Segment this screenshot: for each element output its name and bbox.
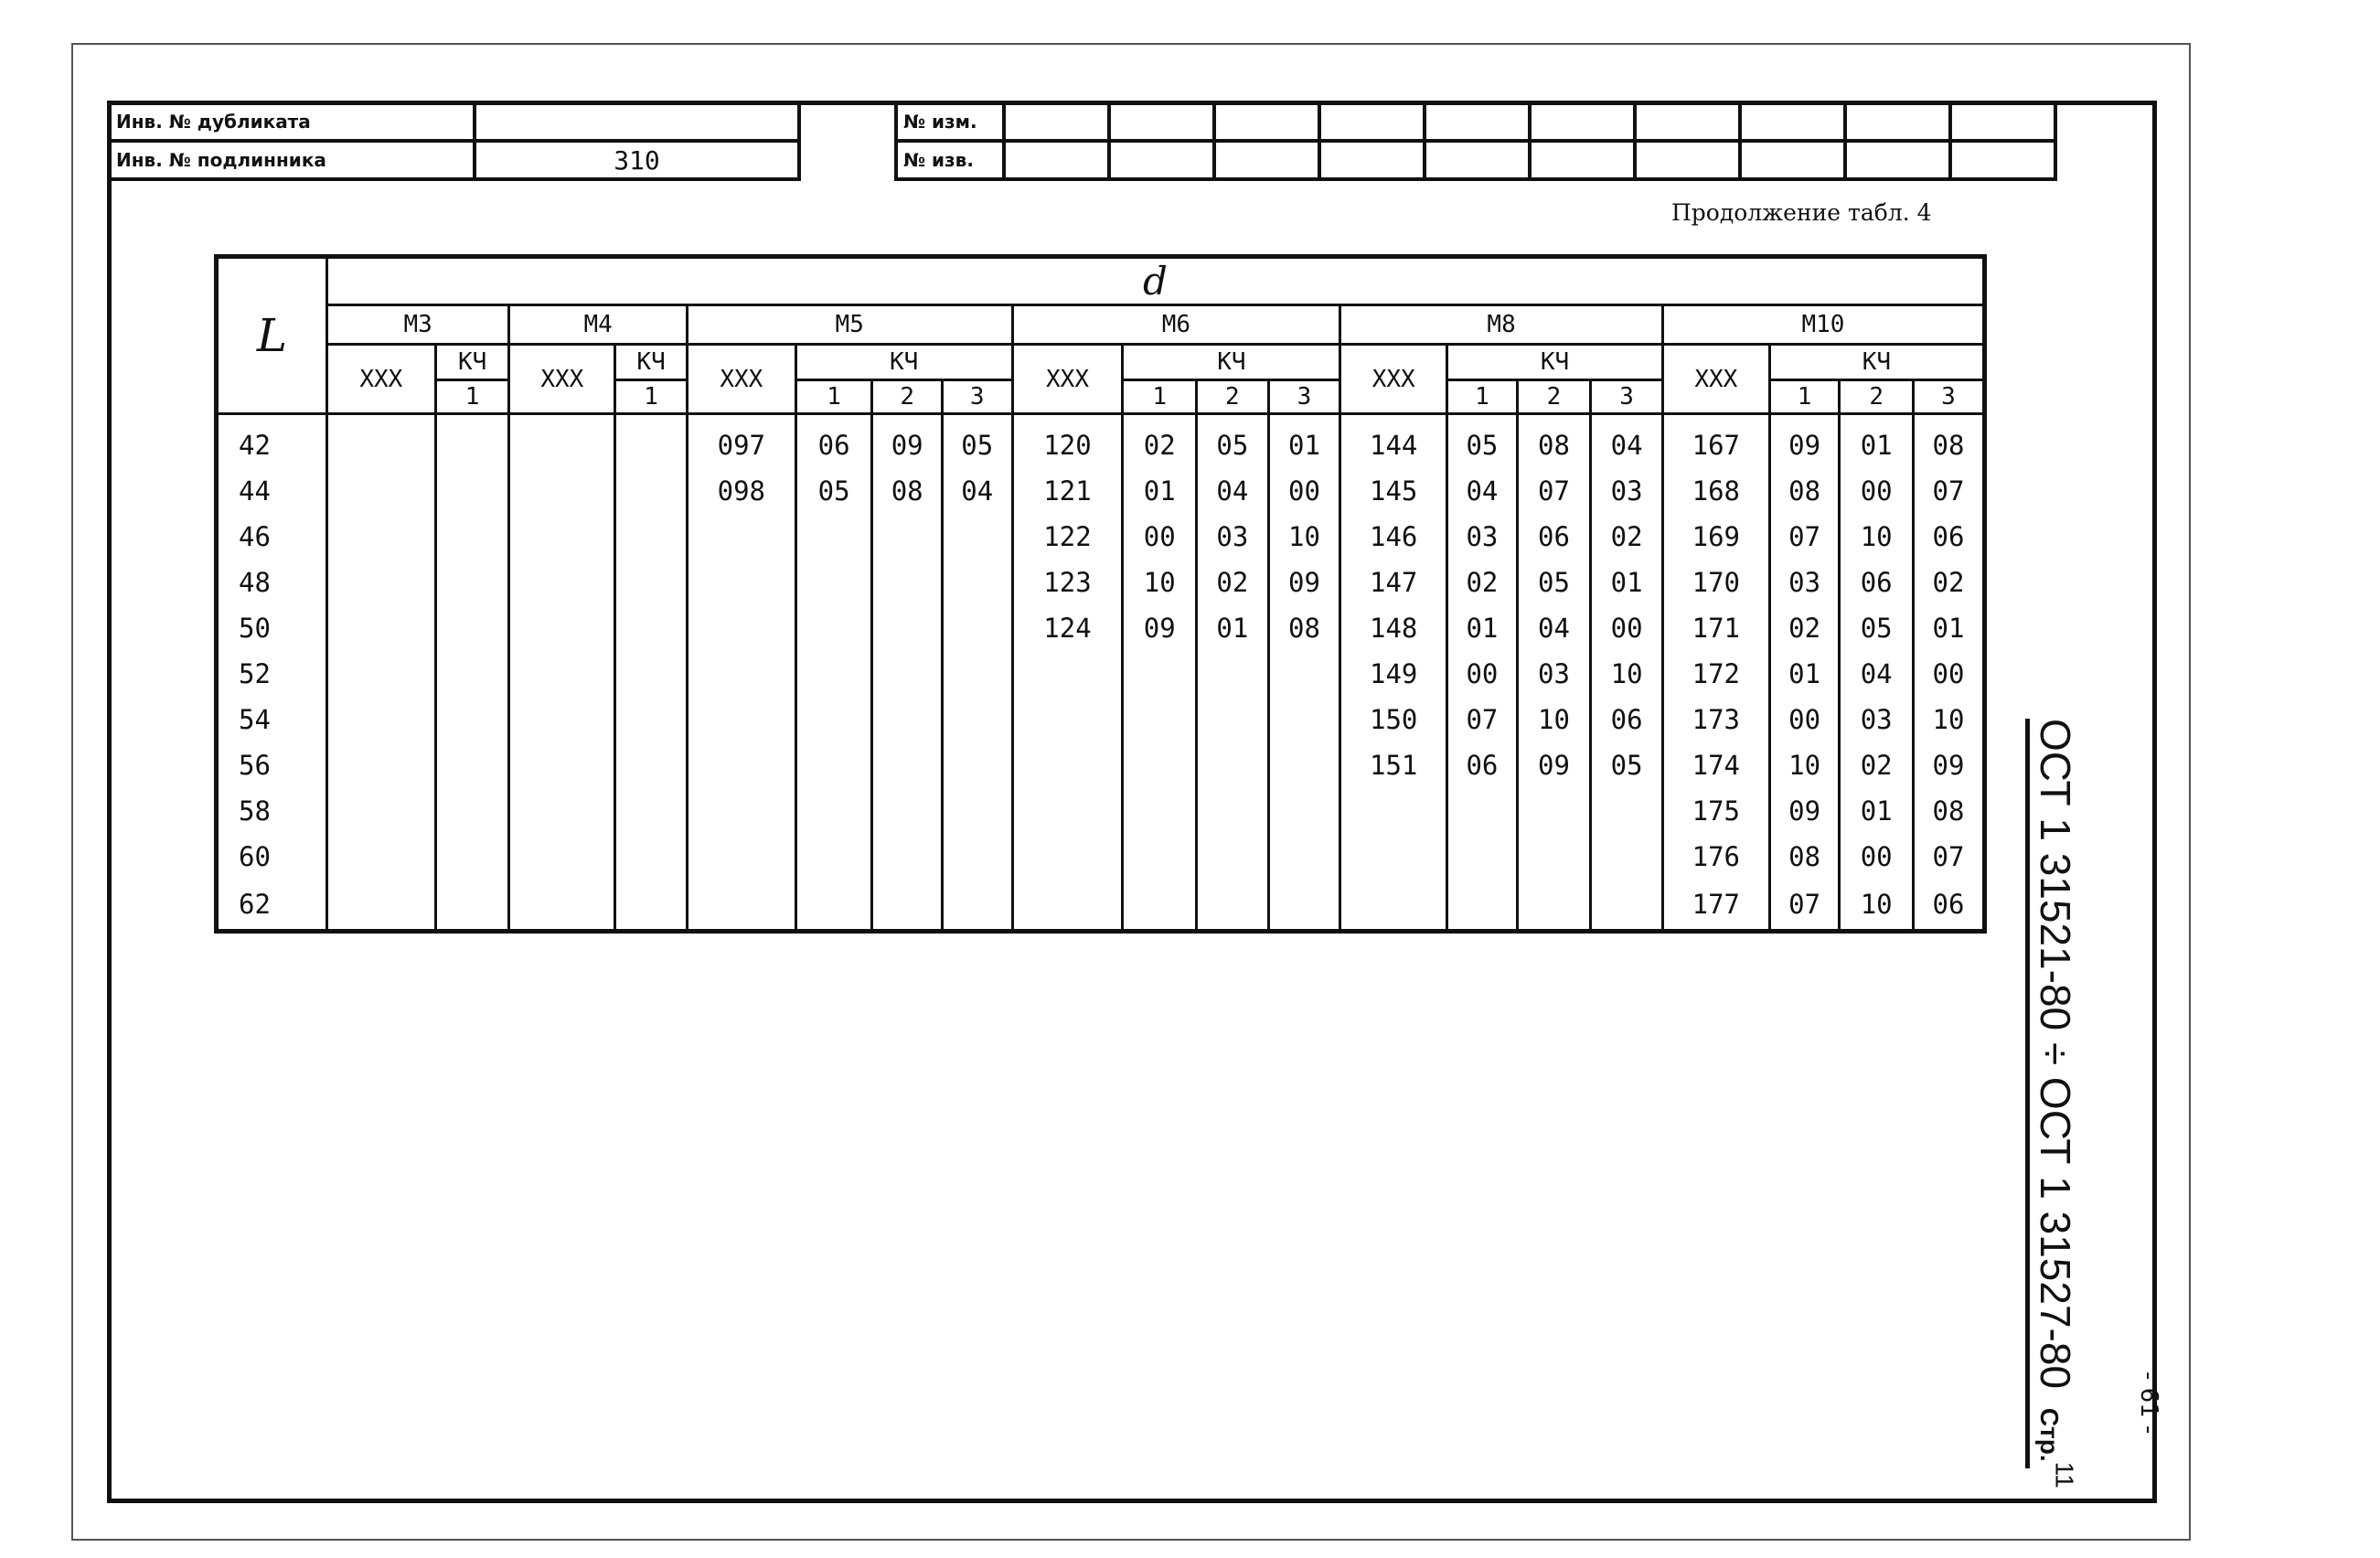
- m10-xxx-cell: 176: [1662, 834, 1769, 880]
- m6-kch-3-cell: 00: [1268, 468, 1340, 514]
- m8-kch-1-cell: 05: [1447, 414, 1518, 469]
- m6-xxx-cell: [1012, 651, 1123, 697]
- stamp-label-duplicate: Инв. № дубликата: [109, 102, 475, 141]
- m6-kch-2-cell: 01: [1197, 605, 1269, 651]
- stamp-value-duplicate: [475, 102, 799, 141]
- m10-kch-3-cell: 06: [1913, 514, 1984, 560]
- page-number: 11: [2050, 1461, 2079, 1489]
- m5-xxx-cell: [687, 834, 795, 880]
- m10-kch-2-cell: 10: [1840, 514, 1914, 560]
- m3-kch-cell: [435, 605, 509, 651]
- m10-kch-1-cell: 07: [1769, 880, 1840, 932]
- m8-xxx-cell: 150: [1340, 697, 1447, 742]
- m5-kch-3-cell: [942, 697, 1012, 742]
- header-d: d: [326, 257, 1984, 305]
- m8-kch-1-cell: [1447, 788, 1518, 834]
- page-word: Стр.: [2035, 1407, 2064, 1462]
- table-row: [217, 468, 1985, 514]
- m6-xxx-cell: [1012, 880, 1123, 932]
- header-size-m6: М6: [1012, 305, 1340, 345]
- m6-kch-2-cell: [1197, 880, 1269, 932]
- m8-kch-2-cell: 03: [1517, 651, 1591, 697]
- m5-kch-1-cell: [795, 560, 872, 605]
- length-cell: 44: [217, 468, 327, 514]
- m4-kch-cell: [615, 834, 688, 880]
- m10-kch-1-cell: 02: [1769, 605, 1840, 651]
- m6-xxx-cell: 120: [1012, 414, 1123, 469]
- stamp-row-duplicate: [109, 102, 799, 141]
- header-m8-kch-3: 3: [1591, 380, 1663, 414]
- m5-kch-1-cell: [795, 788, 872, 834]
- m6-kch-3-cell: 09: [1268, 560, 1340, 605]
- m5-xxx-cell: 097: [687, 414, 795, 469]
- m6-xxx-cell: 121: [1012, 468, 1123, 514]
- m5-kch-3-cell: [942, 514, 1012, 560]
- table-row: [217, 880, 1985, 932]
- m6-kch-3-cell: [1268, 834, 1340, 880]
- table-row: [217, 742, 1985, 788]
- m5-kch-2-cell: [872, 697, 943, 742]
- m5-xxx-cell: [687, 742, 795, 788]
- header-m3-kch-1: 1: [435, 380, 509, 414]
- table-row: [217, 605, 1985, 651]
- m8-kch-2-cell: [1517, 880, 1591, 932]
- m4-xxx-cell: [509, 742, 615, 788]
- m5-xxx-cell: [687, 651, 795, 697]
- m6-kch-1-cell: 10: [1123, 560, 1197, 605]
- m10-kch-1-cell: 01: [1769, 651, 1840, 697]
- m6-kch-1-cell: [1123, 742, 1197, 788]
- m3-kch-cell: [435, 560, 509, 605]
- m10-kch-3-cell: 08: [1913, 788, 1984, 834]
- m8-xxx-cell: [1340, 788, 1447, 834]
- m3-xxx-cell: [326, 605, 435, 651]
- m3-kch-cell: [435, 514, 509, 560]
- m6-kch-2-cell: 04: [1197, 468, 1269, 514]
- table-row: [217, 514, 1985, 560]
- m5-xxx-cell: [687, 788, 795, 834]
- header-m10-kch-2: 2: [1840, 380, 1914, 414]
- m8-kch-1-cell: 06: [1447, 742, 1518, 788]
- m5-kch-1-cell: 06: [795, 414, 872, 469]
- m6-kch-2-cell: [1197, 651, 1269, 697]
- m8-kch-2-cell: 07: [1517, 468, 1591, 514]
- m8-kch-3-cell: 05: [1591, 742, 1663, 788]
- m5-xxx-cell: [687, 880, 795, 932]
- m10-kch-1-cell: 08: [1769, 468, 1840, 514]
- m4-xxx-cell: [509, 514, 615, 560]
- m3-kch-cell: [435, 414, 509, 469]
- m5-kch-1-cell: 05: [795, 468, 872, 514]
- length-cell: 54: [217, 697, 327, 742]
- m8-kch-3-cell: 00: [1591, 605, 1663, 651]
- m6-xxx-cell: 124: [1012, 605, 1123, 651]
- m6-kch-3-cell: [1268, 788, 1340, 834]
- m10-xxx-cell: 171: [1662, 605, 1769, 651]
- m5-kch-2-cell: [872, 560, 943, 605]
- m4-kch-cell: [615, 414, 688, 469]
- m6-kch-1-cell: 00: [1123, 514, 1197, 560]
- sheet-number: - 61 -: [2135, 1371, 2162, 1435]
- m3-kch-cell: [435, 468, 509, 514]
- m3-kch-cell: [435, 742, 509, 788]
- header-m8-kch-1: 1: [1447, 380, 1518, 414]
- revision-row-notice: [896, 141, 2055, 179]
- m10-kch-1-cell: 09: [1769, 788, 1840, 834]
- header-m5-xxx: ХХХ: [687, 345, 795, 414]
- m10-xxx-cell: 177: [1662, 880, 1769, 932]
- m6-kch-1-cell: [1123, 880, 1197, 932]
- header-size-m5: М5: [687, 305, 1012, 345]
- m10-kch-2-cell: 01: [1840, 788, 1914, 834]
- revision-stamp: [894, 101, 2057, 181]
- header-m6-kch: КЧ: [1123, 345, 1340, 380]
- m10-kch-3-cell: 09: [1913, 742, 1984, 788]
- m5-kch-2-cell: [872, 834, 943, 880]
- m4-kch-cell: [615, 697, 688, 742]
- header-m8-kch-2: 2: [1517, 380, 1591, 414]
- header-row-xxx-kch: [217, 345, 1985, 380]
- m3-xxx-cell: [326, 788, 435, 834]
- m3-xxx-cell: [326, 560, 435, 605]
- m8-xxx-cell: [1340, 834, 1447, 880]
- m8-xxx-cell: 149: [1340, 651, 1447, 697]
- header-m10-kch-1: 1: [1769, 380, 1840, 414]
- m5-kch-2-cell: [872, 788, 943, 834]
- m6-kch-3-cell: [1268, 697, 1340, 742]
- m6-kch-3-cell: [1268, 742, 1340, 788]
- header-size-m10: М10: [1662, 305, 1984, 345]
- m8-kch-2-cell: 10: [1517, 697, 1591, 742]
- header-m4-kch-1: 1: [615, 380, 688, 414]
- m6-kch-3-cell: 08: [1268, 605, 1340, 651]
- m10-xxx-cell: 173: [1662, 697, 1769, 742]
- m3-kch-cell: [435, 880, 509, 932]
- m6-kch-1-cell: [1123, 788, 1197, 834]
- m10-kch-1-cell: 09: [1769, 414, 1840, 469]
- m10-xxx-cell: 168: [1662, 468, 1769, 514]
- m8-kch-1-cell: [1447, 880, 1518, 932]
- m8-kch-3-cell: [1591, 880, 1663, 932]
- header-m5-kch-2: 2: [872, 380, 943, 414]
- m6-kch-3-cell: [1268, 880, 1340, 932]
- m4-xxx-cell: [509, 697, 615, 742]
- m6-kch-3-cell: 01: [1268, 414, 1340, 469]
- m3-xxx-cell: [326, 514, 435, 560]
- m5-kch-3-cell: 04: [942, 468, 1012, 514]
- m5-xxx-cell: [687, 560, 795, 605]
- m5-kch-3-cell: [942, 560, 1012, 605]
- length-cell: 50: [217, 605, 327, 651]
- inventory-stamp: [107, 101, 801, 181]
- m6-kch-1-cell: 02: [1123, 414, 1197, 469]
- m10-kch-2-cell: 03: [1840, 697, 1914, 742]
- m5-kch-3-cell: [942, 788, 1012, 834]
- header-m8-kch: КЧ: [1447, 345, 1663, 380]
- m6-xxx-cell: [1012, 697, 1123, 742]
- m4-xxx-cell: [509, 414, 615, 469]
- header-m5-kch-1: 1: [795, 380, 872, 414]
- m8-kch-2-cell: 08: [1517, 414, 1591, 469]
- header-m10-xxx: ХХХ: [1662, 345, 1769, 414]
- m6-xxx-cell: 122: [1012, 514, 1123, 560]
- header-row-sizes: [217, 305, 1985, 345]
- m10-xxx-cell: 175: [1662, 788, 1769, 834]
- m4-kch-cell: [615, 788, 688, 834]
- m10-kch-2-cell: 05: [1840, 605, 1914, 651]
- m8-xxx-cell: [1340, 880, 1447, 932]
- m10-kch-3-cell: 01: [1913, 605, 1984, 651]
- m4-kch-cell: [615, 651, 688, 697]
- m8-kch-2-cell: 05: [1517, 560, 1591, 605]
- stamp-label-original: Инв. № подлинника: [109, 141, 475, 179]
- length-cell: 52: [217, 651, 327, 697]
- revision-label-notice: № изв.: [896, 141, 1004, 179]
- m10-kch-2-cell: 00: [1840, 468, 1914, 514]
- m5-kch-1-cell: [795, 834, 872, 880]
- m8-kch-2-cell: [1517, 834, 1591, 880]
- header-m6-kch-3: 3: [1268, 380, 1340, 414]
- m8-kch-3-cell: 03: [1591, 468, 1663, 514]
- m4-xxx-cell: [509, 468, 615, 514]
- m5-xxx-cell: 098: [687, 468, 795, 514]
- m10-kch-1-cell: 03: [1769, 560, 1840, 605]
- header-m4-xxx: ХХХ: [509, 345, 615, 414]
- m5-kch-2-cell: 08: [872, 468, 943, 514]
- length-cell: 42: [217, 414, 327, 469]
- m3-kch-cell: [435, 651, 509, 697]
- document-title: ОСТ 1 31521-80 ÷ ОСТ 1 31527-80: [2032, 719, 2079, 1390]
- m8-kch-2-cell: 09: [1517, 742, 1591, 788]
- m10-kch-1-cell: 00: [1769, 697, 1840, 742]
- header-L: L: [217, 257, 327, 414]
- m8-xxx-cell: 145: [1340, 468, 1447, 514]
- m10-kch-3-cell: 08: [1913, 414, 1984, 469]
- m6-kch-3-cell: [1268, 651, 1340, 697]
- m6-kch-1-cell: [1123, 834, 1197, 880]
- m4-kch-cell: [615, 514, 688, 560]
- m5-xxx-cell: [687, 697, 795, 742]
- header-m10-kch-3: 3: [1913, 380, 1984, 414]
- m5-kch-2-cell: [872, 742, 943, 788]
- stamp-value-original: 310: [475, 141, 799, 179]
- m10-kch-1-cell: 07: [1769, 514, 1840, 560]
- m10-kch-3-cell: 07: [1913, 834, 1984, 880]
- m6-kch-1-cell: [1123, 697, 1197, 742]
- m5-kch-3-cell: [942, 651, 1012, 697]
- m4-xxx-cell: [509, 788, 615, 834]
- m4-xxx-cell: [509, 651, 615, 697]
- m4-xxx-cell: [509, 834, 615, 880]
- m6-xxx-cell: 123: [1012, 560, 1123, 605]
- m8-xxx-cell: 151: [1340, 742, 1447, 788]
- m10-kch-2-cell: 02: [1840, 742, 1914, 788]
- m8-kch-1-cell: 03: [1447, 514, 1518, 560]
- m10-kch-2-cell: 10: [1840, 880, 1914, 932]
- m3-xxx-cell: [326, 414, 435, 469]
- m5-kch-2-cell: 09: [872, 414, 943, 469]
- m3-xxx-cell: [326, 697, 435, 742]
- table-row: [217, 560, 1985, 605]
- m10-xxx-cell: 169: [1662, 514, 1769, 560]
- m6-kch-3-cell: 10: [1268, 514, 1340, 560]
- header-m6-kch-2: 2: [1197, 380, 1269, 414]
- m5-kch-1-cell: [795, 605, 872, 651]
- m10-xxx-cell: 172: [1662, 651, 1769, 697]
- header-size-m4: М4: [509, 305, 687, 345]
- m8-kch-1-cell: 01: [1447, 605, 1518, 651]
- m6-kch-2-cell: [1197, 742, 1269, 788]
- m3-xxx-cell: [326, 880, 435, 932]
- m5-kch-1-cell: [795, 880, 872, 932]
- m4-kch-cell: [615, 468, 688, 514]
- m6-kch-1-cell: 01: [1123, 468, 1197, 514]
- m10-xxx-cell: 167: [1662, 414, 1769, 469]
- m5-kch-3-cell: [942, 880, 1012, 932]
- header-m6-kch-1: 1: [1123, 380, 1197, 414]
- m10-kch-1-cell: 10: [1769, 742, 1840, 788]
- m10-kch-2-cell: 01: [1840, 414, 1914, 469]
- m5-kch-1-cell: [795, 651, 872, 697]
- m10-kch-3-cell: 00: [1913, 651, 1984, 697]
- m10-kch-2-cell: 04: [1840, 651, 1914, 697]
- m4-kch-cell: [615, 560, 688, 605]
- header-size-m3: М3: [326, 305, 509, 345]
- header-row-group: [217, 257, 1985, 305]
- m6-kch-2-cell: 05: [1197, 414, 1269, 469]
- m3-xxx-cell: [326, 468, 435, 514]
- m10-kch-3-cell: 10: [1913, 697, 1984, 742]
- m3-xxx-cell: [326, 651, 435, 697]
- m8-kch-3-cell: 04: [1591, 414, 1663, 469]
- revision-label-change: № изм.: [896, 102, 1004, 141]
- m8-kch-1-cell: 00: [1447, 651, 1518, 697]
- m4-xxx-cell: [509, 605, 615, 651]
- length-cell: 58: [217, 788, 327, 834]
- m8-kch-2-cell: 04: [1517, 605, 1591, 651]
- length-cell: 48: [217, 560, 327, 605]
- m8-kch-1-cell: 04: [1447, 468, 1518, 514]
- length-cell: 56: [217, 742, 327, 788]
- table-row: [217, 414, 1985, 469]
- m10-kch-2-cell: 00: [1840, 834, 1914, 880]
- m5-kch-2-cell: [872, 651, 943, 697]
- m10-kch-3-cell: 06: [1913, 880, 1984, 932]
- m10-kch-3-cell: 02: [1913, 560, 1984, 605]
- table-row: [217, 697, 1985, 742]
- m5-kch-2-cell: [872, 514, 943, 560]
- m10-kch-3-cell: 07: [1913, 468, 1984, 514]
- table-row: [217, 651, 1985, 697]
- m8-kch-1-cell: 07: [1447, 697, 1518, 742]
- revision-row-change: [896, 102, 2055, 141]
- m5-xxx-cell: [687, 514, 795, 560]
- m5-kch-3-cell: [942, 605, 1012, 651]
- m3-kch-cell: [435, 788, 509, 834]
- header-m8-xxx: ХХХ: [1340, 345, 1447, 414]
- m10-kch-1-cell: 08: [1769, 834, 1840, 880]
- m6-kch-1-cell: [1123, 651, 1197, 697]
- header-m5-kch: КЧ: [795, 345, 1012, 380]
- m5-kch-2-cell: [872, 605, 943, 651]
- header-m5-kch-3: 3: [942, 380, 1012, 414]
- m3-kch-cell: [435, 697, 509, 742]
- m4-kch-cell: [615, 880, 688, 932]
- header-m3-xxx: ХХХ: [326, 345, 435, 414]
- m8-kch-3-cell: 01: [1591, 560, 1663, 605]
- m6-kch-2-cell: [1197, 697, 1269, 742]
- m10-xxx-cell: 174: [1662, 742, 1769, 788]
- header-m4-kch: КЧ: [615, 345, 688, 380]
- m8-kch-2-cell: 06: [1517, 514, 1591, 560]
- m5-kch-3-cell: [942, 834, 1012, 880]
- m6-kch-1-cell: 09: [1123, 605, 1197, 651]
- table-row: [217, 834, 1985, 880]
- m8-xxx-cell: 147: [1340, 560, 1447, 605]
- m10-kch-2-cell: 06: [1840, 560, 1914, 605]
- m5-kch-3-cell: 05: [942, 414, 1012, 469]
- m8-kch-1-cell: 02: [1447, 560, 1518, 605]
- m8-kch-3-cell: 06: [1591, 697, 1663, 742]
- m8-kch-3-cell: 02: [1591, 514, 1663, 560]
- length-cell: 62: [217, 880, 327, 932]
- m6-kch-2-cell: [1197, 834, 1269, 880]
- m8-xxx-cell: 144: [1340, 414, 1447, 469]
- m8-xxx-cell: 146: [1340, 514, 1447, 560]
- m6-xxx-cell: [1012, 742, 1123, 788]
- m4-xxx-cell: [509, 560, 615, 605]
- m8-kch-3-cell: [1591, 788, 1663, 834]
- length-cell: 60: [217, 834, 327, 880]
- m4-xxx-cell: [509, 880, 615, 932]
- m5-xxx-cell: [687, 605, 795, 651]
- m6-xxx-cell: [1012, 834, 1123, 880]
- m6-kch-2-cell: 03: [1197, 514, 1269, 560]
- m6-kch-2-cell: 02: [1197, 560, 1269, 605]
- m8-kch-2-cell: [1517, 788, 1591, 834]
- header-m6-xxx: ХХХ: [1012, 345, 1123, 414]
- m5-kch-2-cell: [872, 880, 943, 932]
- header-size-m8: М8: [1340, 305, 1663, 345]
- fastener-code-table: [214, 254, 1987, 934]
- m8-kch-1-cell: [1447, 834, 1518, 880]
- m6-kch-2-cell: [1197, 788, 1269, 834]
- m3-xxx-cell: [326, 834, 435, 880]
- m3-xxx-cell: [326, 742, 435, 788]
- m8-kch-3-cell: [1591, 834, 1663, 880]
- header-m3-kch: КЧ: [435, 345, 509, 380]
- table-row: [217, 788, 1985, 834]
- table-body: [217, 414, 1985, 932]
- length-cell: 46: [217, 514, 327, 560]
- m5-kch-3-cell: [942, 742, 1012, 788]
- table-continuation-label: Продолжение табл. 4: [1671, 199, 1932, 226]
- m10-xxx-cell: 170: [1662, 560, 1769, 605]
- m3-kch-cell: [435, 834, 509, 880]
- m5-kch-1-cell: [795, 514, 872, 560]
- m8-kch-3-cell: 10: [1591, 651, 1663, 697]
- header-m10-kch: КЧ: [1769, 345, 1984, 380]
- stamp-row-original: [109, 141, 799, 179]
- m5-kch-1-cell: [795, 697, 872, 742]
- m4-kch-cell: [615, 742, 688, 788]
- m5-kch-1-cell: [795, 742, 872, 788]
- document-designation: [2025, 719, 2080, 1489]
- m8-xxx-cell: 148: [1340, 605, 1447, 651]
- m6-xxx-cell: [1012, 788, 1123, 834]
- m4-kch-cell: [615, 605, 688, 651]
